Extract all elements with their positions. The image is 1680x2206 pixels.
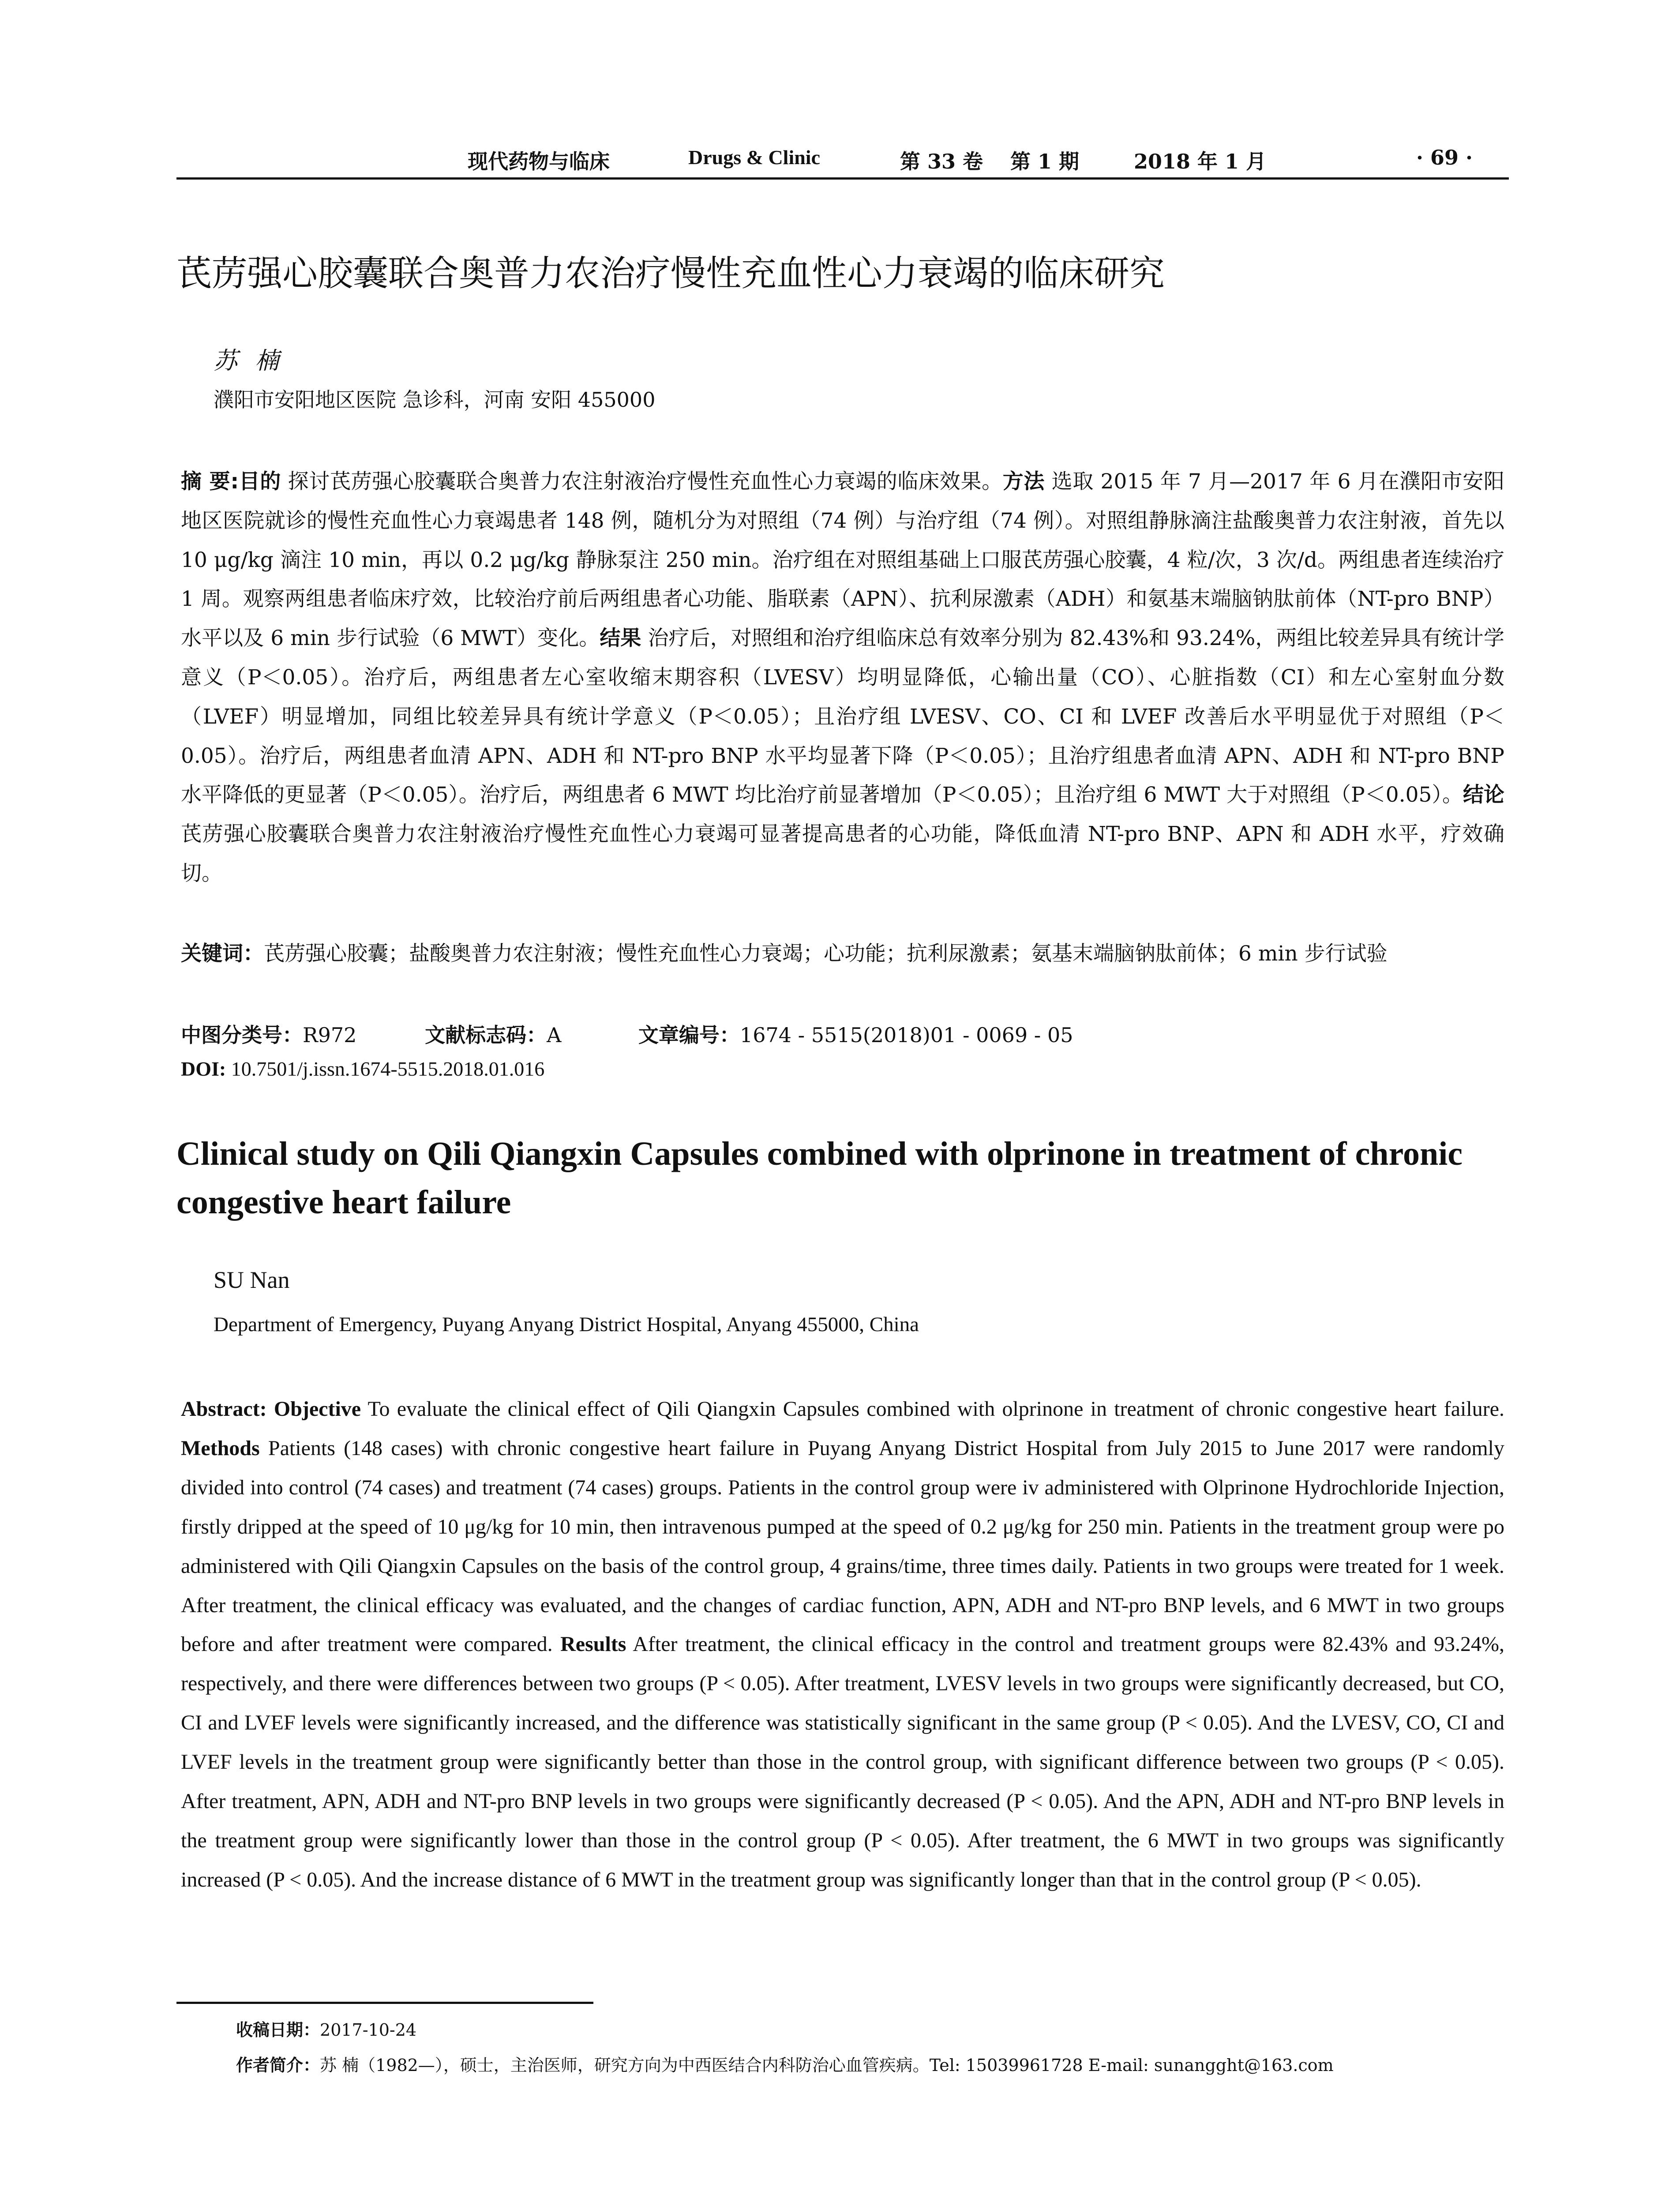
objective-label-cn: 目的 — [239, 469, 281, 494]
received-date: 2017-10-24 — [320, 2020, 417, 2040]
title-cn: 芪苈强心胶囊联合奥普力农治疗慢性充血性心力衰竭的临床研究 — [176, 253, 1165, 294]
doi-value[interactable]: 10.7501/j.issn.1674-5515.2018.01.016 — [231, 1058, 545, 1080]
journal-name-cn: 现代药物与临床 — [468, 150, 610, 173]
footnote-received — [236, 2016, 416, 2041]
objective-label-en: Objective — [274, 1397, 361, 1421]
classification-line — [181, 1019, 1073, 1048]
conclusion-label-cn: 结论 — [1462, 783, 1504, 807]
bio-label: 作者简介： — [236, 2056, 320, 2075]
results-en: After treatment, the clinical efficacy in the control and treatment groups were 82.43% and 93.24%, respectively, and there were differences between two groups (P < 0.05). After treatment, LVESV levels in two groups were significantly decreased, but CO, CI and LVEF levels were significantly increased, and the difference was statistically significant in the same group (P < 0.05). And the LVESV, CO, CI and LVEF levels in the treatment group were significantly better than those in the control group, with significant difference between two groups (P < 0.05). After treatment, APN, ADH and NT-pro BNP levels in two groups were significantly decreased (P < 0.05). And the APN, ADH and NT-pro BNP levels in the treatment group were significantly lower than those in the control group (P < 0.05). After treatment, the 6 MWT in two groups was significantly increased (P < 0.05). And the increase distance of 6 MWT in the treatment group was significantly longer than that in the control group (P < 0.05). — [181, 1632, 1505, 1891]
results-label-en: Results — [560, 1632, 626, 1656]
article-number-label: 文章编号： — [638, 1023, 740, 1047]
methods-label-cn: 方法 — [1002, 469, 1045, 494]
doi-label: DOI: — [181, 1058, 226, 1080]
issue-date: 2018 年 1 月 — [1134, 150, 1267, 173]
article-number: 1674 - 5515(2018)01 - 0069 - 05 — [739, 1023, 1073, 1047]
affiliation-cn: 濮阳市安阳地区医院 急诊科，河南 安阳 455000 — [214, 388, 656, 412]
methods-cn: 选取 2015 年 7 月—2017 年 6 月在濮阳市安阳地区医院就诊的慢性充血性心力衰竭患者 148 例，随机分为对照组（74 例）与治疗组（74 例）。对照组静脉滴注盐酸奥普力农注射液，首先以 10 μg/kg 滴注 10 min，再以 0.2 μg/kg 静脉泵注 250 min。治疗组在对照组基础上口服芪苈强心胶囊，4 粒/次，3 次/d。两组患者连续治疗 1 周。观察两组患者临床疗效，比较治疗前后两组患者心功能、脂联素（APN）、抗利尿激素（ADH）和氨基末端脑钠肽前体（NT-pro BNP）水平以及 6 min 步行试验（6 MWT）变化。 — [181, 469, 1504, 651]
objective-en: To evaluate the clinical effect of Qili Qiangxin Capsules combined with olprinone in treatment of chronic congestive heart failure. — [368, 1397, 1505, 1421]
footnote-author-bio — [236, 2052, 1334, 2076]
results-cn: 治疗后，对照组和治疗组临床总有效率分别为 82.43%和 93.24%，两组比较差异具有统计学意义（P＜0.05）。治疗后，两组患者左心室收缩末期容积（LVESV）均明显降低，心输出量（CO）、心脏指数（CI）和左心室射血分数（LVEF）明显增加，同组比较差异具有统计学意义（P＜0.05）；且治疗组 LVESV、CO、CI 和 LVEF 改善后水平明显优于对照组（P＜0.05）。治疗后，两组患者血清 APN、ADH 和 NT-pro BNP 水平均显著下降（P＜0.05）；且治疗组患者血清 APN、ADH 和 NT-pro BNP 水平降低的更显著（P＜0.05）。治疗后，两组患者 6 MWT 均比治疗前显著增加（P＜0.05）；且治疗组 6 MWT 大于对照组（P＜0.05）。 — [181, 626, 1504, 807]
clc-label: 中图分类号： — [181, 1023, 303, 1047]
abstract-en — [181, 1390, 1504, 1900]
objective-cn: 探讨芪苈强心胶囊联合奥普力农注射液治疗慢性充血性心力衰竭的临床效果。 — [288, 469, 1003, 494]
results-label-cn: 结果 — [600, 626, 641, 651]
affiliation-en: Department of Emergency, Puyang Anyang District Hospital, Anyang 455000, China — [214, 1313, 919, 1336]
methods-en: Patients (148 cases) with chronic congestive heart failure in Puyang Anyang District Hospital from July 2015 to June 2017 were randomly divided into control (74 cases) and treatment (74 cases) groups. Patients in the control group were iv administered with Olprinone Hydrochloride Injection, firstly dripped at the speed of 10 μg/kg for 10 min, then intravenous pumped at the speed of 0.2 μg/kg for 250 min. Patients in the treatment group were po administered with Qili Qiangxin Capsules on the basis of the control group, 4 grains/time, three times daily. Patients in two groups were treated for 1 week. After treatment, the clinical efficacy was evaluated, and the changes of cardiac function, APN, ADH and NT-pro BNP levels, and 6 MWT in two groups before and after treatment were compared. — [181, 1436, 1505, 1656]
volume: 第 33 卷 — [900, 150, 983, 173]
keywords-text-cn: 芪苈强心胶囊；盐酸奥普力农注射液；慢性充血性心力衰竭；心功能；抗利尿激素；氨基末端脑钠肽前体；6 min 步行试验 — [264, 942, 1388, 966]
keywords-label-cn: 关键词： — [181, 942, 264, 966]
author-en: SU Nan — [214, 1267, 290, 1293]
journal-name-en: Drugs & Clinic — [688, 146, 820, 169]
clc-code: R972 — [303, 1023, 357, 1047]
abstract-label-cn: 摘 要: — [181, 469, 239, 494]
keywords-cn — [181, 934, 1504, 974]
issue: 第 1 期 — [1010, 150, 1080, 173]
footnote-rule — [176, 2002, 593, 2004]
abstract-cn — [181, 462, 1504, 893]
conclusion-cn: 芪苈强心胶囊联合奥普力农注射液治疗慢性充血性心力衰竭可显著提高患者的心功能，降低血清 NT-pro BNP、APN 和 ADH 水平，疗效确切。 — [181, 822, 1504, 885]
bio-text: 苏 楠（1982—），硕士，主治医师，研究方向为中西医结合内科防治心血管疾病。Tel: 15039961728 E-mail: sunangght@163.com — [320, 2056, 1334, 2075]
received-label: 收稿日期： — [236, 2020, 320, 2040]
title-en: Clinical study on Qili Qiangxin Capsules combined with olprinone in treatment of chronic congestive heart failure — [176, 1135, 1463, 1221]
abstract-label-en: Abstract: — [181, 1397, 267, 1421]
doc-code-label: 文献标志码： — [425, 1023, 547, 1047]
doi-line — [181, 1057, 544, 1080]
author-cn: 苏楠 — [214, 347, 296, 375]
doc-code: A — [547, 1023, 562, 1047]
running-header — [176, 142, 1509, 180]
methods-label-en: Methods — [181, 1436, 260, 1460]
page-number: · 69 · — [1416, 146, 1473, 169]
